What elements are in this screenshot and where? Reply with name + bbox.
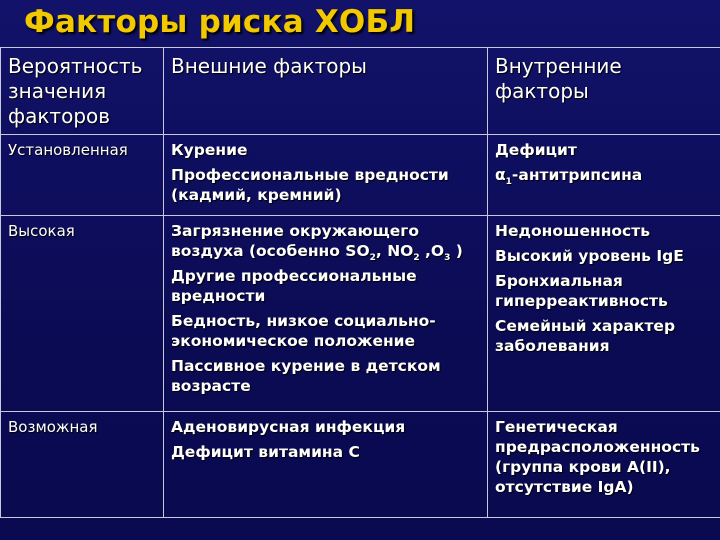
factor-item: Бедность, низкое социально-экономическое положение — [171, 312, 436, 350]
factor-item: Генетическая предрасположенность (группа крови А(II), отсутствие IgA) — [495, 418, 700, 496]
alpha-subscript: 1 — [505, 177, 512, 188]
factor-text: ,O — [419, 242, 445, 260]
table-header-row — [1, 48, 720, 135]
factor-item: Высокий уровень IgE — [495, 247, 684, 265]
subscript: 2 — [369, 253, 376, 264]
table-row — [1, 216, 720, 412]
factor-item: Курение — [171, 141, 248, 159]
external-cell — [164, 216, 488, 412]
internal-cell — [488, 135, 720, 216]
factor-item: Профессиональные вредности (кадмий, кремний) — [171, 166, 449, 204]
factor-text: Загрязнение окружающего воздуха (особенно SO — [171, 222, 420, 260]
factor-item: Недоношенность — [495, 222, 651, 240]
table-row — [1, 412, 720, 518]
internal-cell — [488, 412, 720, 518]
subscript: 2 — [413, 253, 420, 264]
header-internal: Внутренние факторы — [488, 48, 720, 135]
factor-item: Дефицит витамина С — [171, 443, 360, 461]
header-probability: Вероятность значения факторов — [1, 48, 164, 135]
alpha-rest: -антитрипсина — [511, 166, 643, 184]
level-cell: Возможная — [1, 412, 164, 518]
factor-item — [495, 165, 714, 188]
external-cell — [164, 135, 488, 216]
factor-item: Дефицит — [495, 141, 577, 159]
risk-factors-table — [0, 47, 720, 518]
factor-item: Аденовирусная инфекция — [171, 418, 406, 436]
slide-title: Факторы риска ХОБЛ — [24, 4, 416, 40]
factor-item: Другие профессиональные вредности — [171, 267, 417, 305]
level-cell: Установленная — [1, 135, 164, 216]
factor-item: Бронхиальная гиперреактивность — [495, 272, 668, 310]
header-external: Внешние факторы — [164, 48, 488, 135]
factor-item: Пассивное курение в детском возрасте — [171, 357, 441, 395]
alpha-symbol: α — [495, 166, 506, 184]
factor-item: Семейный характер заболевания — [495, 317, 676, 355]
external-cell — [164, 412, 488, 518]
level-cell: Высокая — [1, 216, 164, 412]
factor-text: , NO — [375, 242, 414, 260]
factor-text: ) — [450, 242, 463, 260]
subscript: 3 — [444, 253, 451, 264]
table-row — [1, 135, 720, 216]
internal-cell — [488, 216, 720, 412]
factor-item — [171, 221, 481, 264]
